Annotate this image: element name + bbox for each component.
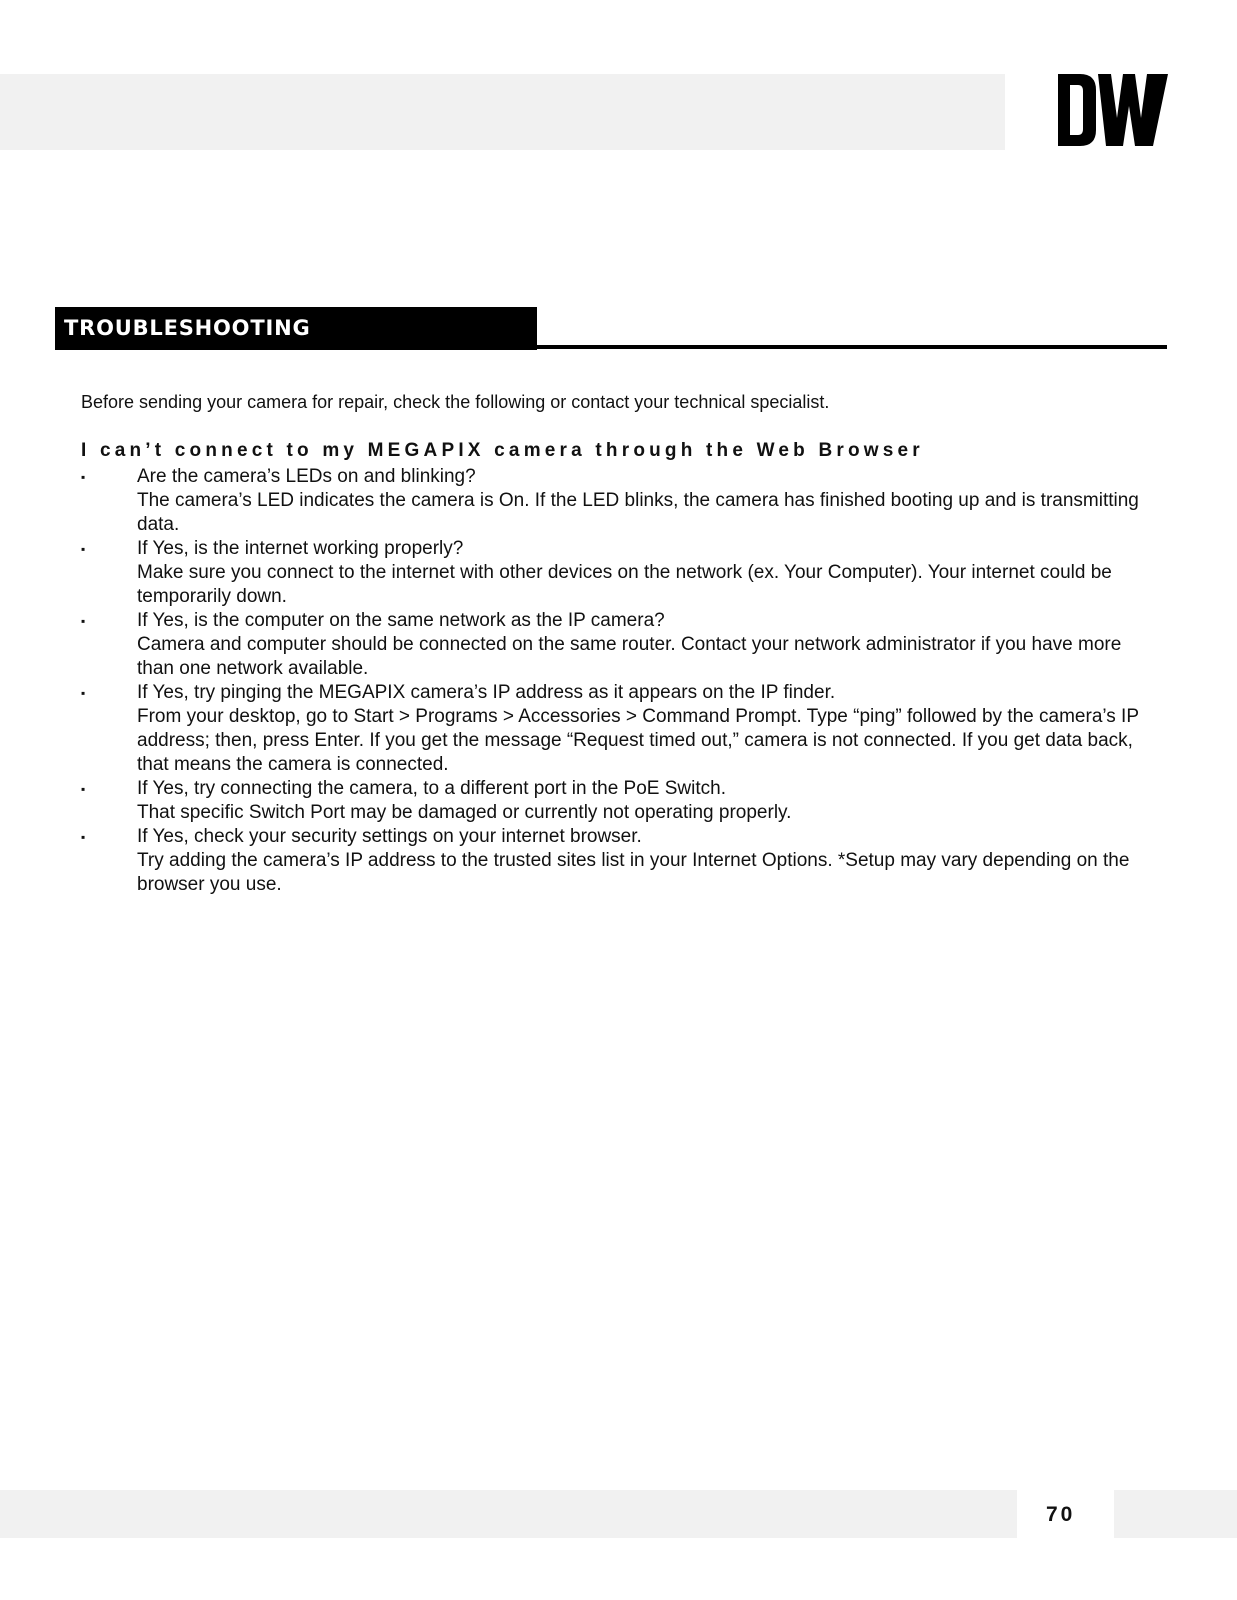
- list-item: [81, 681, 1141, 777]
- list-item: [81, 609, 1141, 681]
- bullet-icon: ▪: [81, 542, 86, 556]
- item-answer: Try adding the camera’s IP address to the trusted sites list in your Internet Options. *Setup may vary depending on the browser you use.: [137, 850, 1130, 895]
- list-item: [81, 777, 1141, 825]
- list-item: [81, 465, 1141, 537]
- section-title: TROUBLESHOOTING: [64, 316, 311, 340]
- bullet-icon: ▪: [81, 614, 86, 628]
- page-number: 70: [1046, 1503, 1076, 1526]
- footer-band: [0, 1490, 1017, 1538]
- item-answer: Camera and computer should be connected on the same router. Contact your network administrator if you have more than one network available.: [137, 634, 1122, 679]
- item-answer: That specific Switch Port may be damaged or currently not operating properly.: [137, 802, 792, 823]
- troubleshooting-list: [81, 465, 1141, 897]
- question-heading: I can’t connect to my MEGAPIX camera through the Web Browser: [81, 440, 924, 461]
- section-rule: [537, 345, 1167, 349]
- dw-logo: [1058, 74, 1168, 146]
- item-answer: The camera’s LED indicates the camera is On. If the LED blinks, the camera has finished booting up and is transmitting data.: [137, 490, 1139, 535]
- intro-text: Before sending your camera for repair, check the following or contact your technical specialist.: [81, 392, 830, 412]
- item-question: Are the camera’s LEDs on and blinking?: [137, 466, 476, 487]
- item-question: If Yes, try connecting the camera, to a different port in the PoE Switch.: [137, 778, 726, 799]
- header-band: [0, 74, 1005, 150]
- item-question: If Yes, check your security settings on your internet browser.: [137, 826, 642, 847]
- item-answer: From your desktop, go to Start > Programs > Accessories > Command Prompt. Type “ping” followed by the camera’s IP address; then, press Enter. If you get the message “Request timed out,” camera is not connected. If you get data back, that means the camera is connected.: [137, 706, 1139, 775]
- item-answer: Make sure you connect to the internet with other devices on the network (ex. Your Computer). Your internet could be temporarily down.: [137, 562, 1112, 607]
- section-header: [55, 307, 537, 350]
- bullet-icon: ▪: [81, 686, 86, 700]
- item-question: If Yes, try pinging the MEGAPIX camera’s IP address as it appears on the IP finder.: [137, 682, 836, 703]
- footer-band-right: [1114, 1490, 1237, 1538]
- list-item: [81, 825, 1141, 897]
- item-question: If Yes, is the computer on the same network as the IP camera?: [137, 610, 665, 631]
- bullet-icon: ▪: [81, 470, 86, 484]
- item-question: If Yes, is the internet working properly?: [137, 538, 464, 559]
- bullet-icon: ▪: [81, 782, 86, 796]
- bullet-icon: ▪: [81, 830, 86, 844]
- list-item: [81, 537, 1141, 609]
